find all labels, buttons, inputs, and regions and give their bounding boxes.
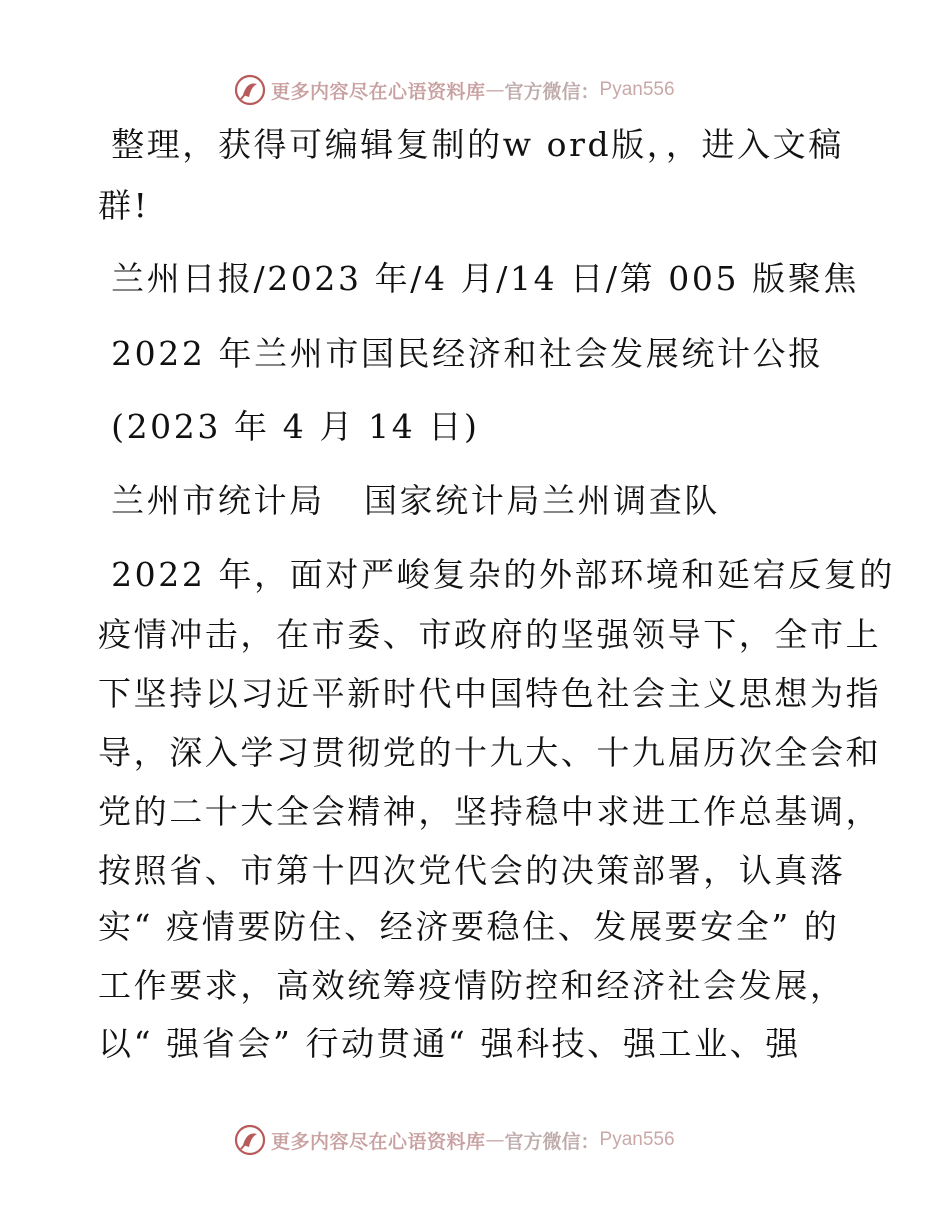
document-line: 群! (98, 186, 150, 225)
document-title: 2022 年兰州市国民经济和社会发展统计公报 (98, 334, 824, 373)
publication-source: 兰州日报/2023 年/4 月/14 日/第 005 版聚焦 (98, 259, 859, 298)
watermark-main-text: 更多内容尽在心语资料库 (271, 80, 486, 103)
watermark-wechat-id: Pyan556 (599, 79, 675, 100)
paragraph-line: 实“ 疫情要防住、经济要稳住、发展要安全” 的 (98, 907, 840, 946)
watermark-dash: — (485, 1129, 505, 1151)
paragraph-line: 导，深入学习贯彻党的十九大、十九届历次全会和 (98, 733, 882, 772)
watermark-wechat-label: 官方微信： (504, 1130, 600, 1153)
watermark-wechat-label: 官方微信： (504, 80, 600, 103)
paragraph-line: 以“ 强省会” 行动贯通“ 强科技、强工业、强 (98, 1024, 801, 1063)
paragraph-line: 党的二十大全会精神，坚持稳中求进工作总基调， (98, 792, 882, 831)
document-line: 整理，获得可编辑复制的w ord版，，进入文稿 (98, 125, 844, 164)
paragraph-line: 按照省、市第十四次党代会的决策部署，认真落 (98, 851, 846, 890)
watermark-dash: — (485, 79, 505, 101)
document-date: (2023 年 4 月 14 日) (98, 407, 480, 446)
seal-logo-icon (233, 73, 267, 107)
watermark-wechat-id: Pyan556 (599, 1129, 675, 1150)
paragraph-line: 2022 年，面对严峻复杂的外部环境和延宕反复的 (98, 555, 895, 594)
paragraph-line: 工作要求，高效统筹疫情防控和经济社会发展， (98, 966, 846, 1005)
seal-logo-icon (233, 1123, 267, 1157)
footer-watermark (233, 1122, 753, 1158)
paragraph-line: 疫情冲击，在市委、市政府的坚强领导下，全市上 (98, 615, 882, 654)
watermark-main-text: 更多内容尽在心语资料库 (271, 1130, 486, 1153)
document-authors: 兰州市统计局 国家统计局兰州调查队 (98, 481, 720, 520)
paragraph-line: 下坚持以习近平新时代中国特色社会主义思想为指 (98, 674, 882, 713)
header-watermark (233, 72, 753, 108)
